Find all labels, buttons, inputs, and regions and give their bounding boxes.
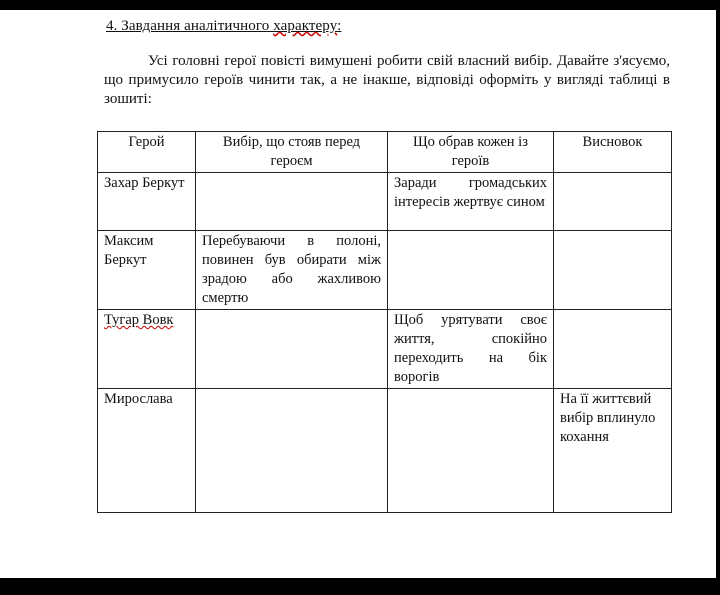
header-choice: Вибір, що стояв перед героєм <box>196 132 388 173</box>
cell-hero: Мирослава <box>98 389 196 513</box>
cell-choice <box>196 173 388 231</box>
header-hero: Герой <box>98 132 196 173</box>
document-page <box>0 10 716 578</box>
cell-chosen: Заради громадських інтересів жертвує сином <box>388 173 554 231</box>
header-conclusion: Висновок <box>554 132 672 173</box>
heading-prefix: 4. Завдання аналітичного <box>106 18 274 34</box>
cell-choice: Перебуваючи в полоні, повинен був обирати між зрадою або жахливою смертю <box>196 231 388 310</box>
header-chosen: Що обрав кожен із героїв <box>388 132 554 173</box>
cell-choice <box>196 389 388 513</box>
cell-chosen <box>388 231 554 310</box>
heading-suffix: : <box>337 18 342 34</box>
cell-conclusion <box>554 310 672 389</box>
cell-hero <box>98 310 196 389</box>
task-heading <box>106 18 341 35</box>
analysis-table <box>97 131 672 513</box>
table-row <box>98 310 672 389</box>
table-row <box>98 389 672 513</box>
cell-hero: Захар Беркут <box>98 173 196 231</box>
cell-conclusion <box>554 231 672 310</box>
heading-misspelled-word: характеру <box>273 18 338 34</box>
cell-conclusion <box>554 173 672 231</box>
cell-hero: Максим Беркут <box>98 231 196 310</box>
cell-chosen: Щоб урятувати своє життя, спокійно переходить на бік ворогів <box>388 310 554 389</box>
task-paragraph: Усі головні герої повісті вимушені робити свій власний вибір. Давайте з'ясуємо, що примусило героїв чинити так, а не інакше, відповіді оформіть у вигляді таблиці в зошиті: <box>104 53 670 107</box>
table-row <box>98 173 672 231</box>
cell-conclusion: На її життєвий вибір вплинуло кохання <box>554 389 672 513</box>
cell-chosen <box>388 389 554 513</box>
table-header-row <box>98 132 672 173</box>
bottom-black-bar <box>0 578 720 595</box>
cell-hero-text: Тугар Вовк <box>104 312 174 328</box>
cell-choice <box>196 310 388 389</box>
table-row <box>98 231 672 310</box>
